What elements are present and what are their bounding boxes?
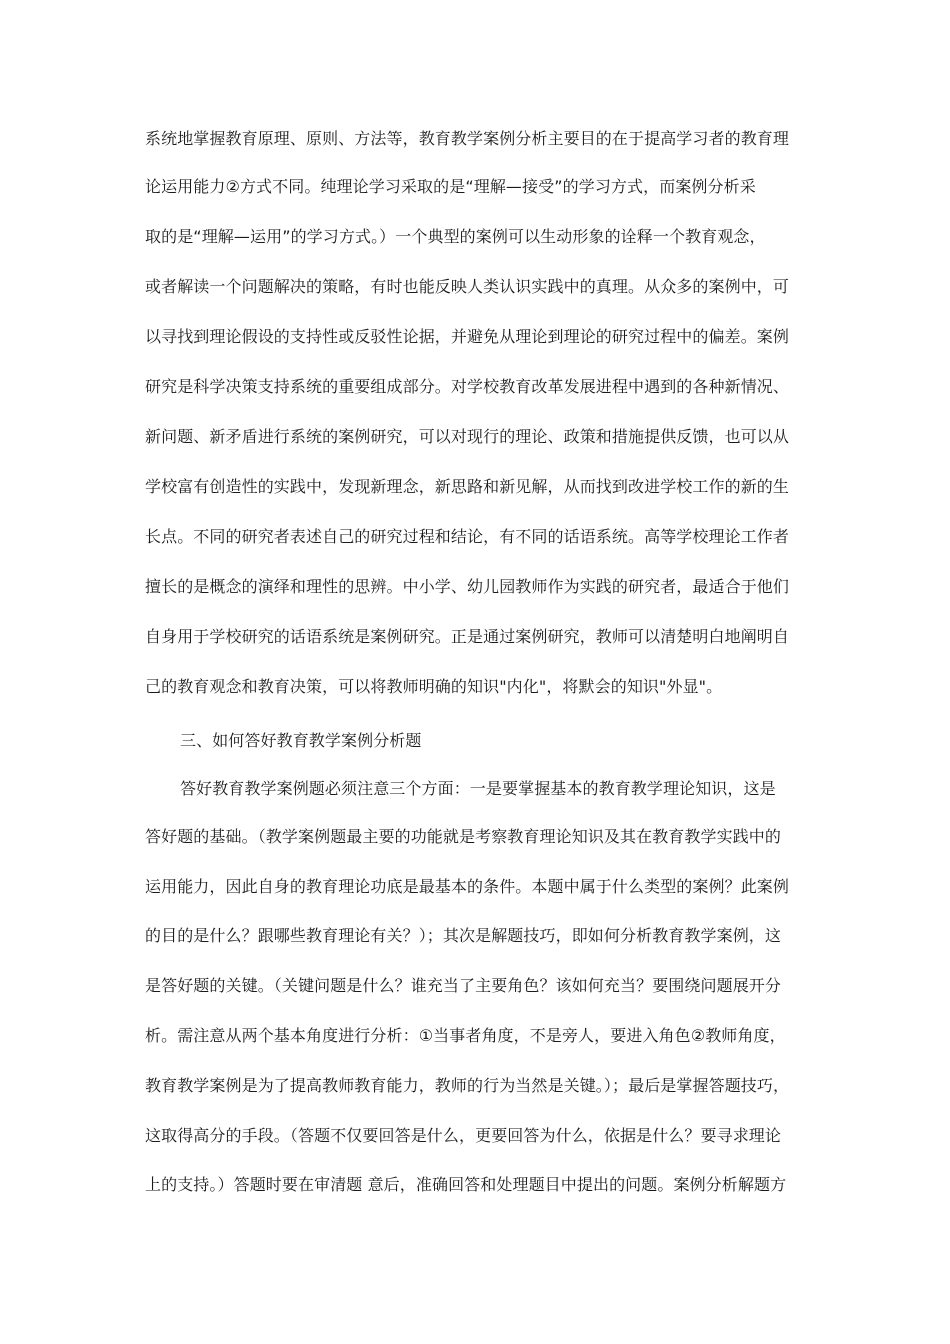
body-text-line-1: 系统地掌握教育原理、原则、方法等，教育教学案例分析主要目的在于提高学习者的教育理: [145, 129, 790, 148]
body-text-line-2: 论运用能力②方式不同。纯理论学习采取的是“理解—接受”的学习方式，而案例分析采: [145, 177, 756, 196]
body-text-line-10: 擅长的是概念的演绎和理性的思辨。中小学、幼儿园教师作为实践的研究者，最适合于他们: [145, 577, 790, 596]
body-text-line-12: 己的教育观念和教育决策，可以将教师明确的知识"内化"，将默会的知识"外显"。: [145, 677, 723, 696]
body-text-line-20: 这取得高分的手段。（答题不仅要回答是什么，更要回答为什么，依据是什么？要寻求理论: [145, 1126, 782, 1145]
body-text-line-7: 新问题、新矛盾进行系统的案例研究，可以对现行的理论、政策和措施提供反馈，也可以从: [145, 427, 790, 446]
body-text-line-13: 答好教育教学案例题必须注意三个方面：一是要掌握基本的教育教学理论知识，这是: [180, 779, 776, 798]
body-text-line-8: 学校富有创造性的实践中，发现新理念，新思路和新见解，从而找到改进学校工作的新的生: [145, 477, 790, 496]
body-text-line-6: 研究是科学决策支持系统的重要组成部分。对学校教育改革发展进程中遇到的各种新情况、: [145, 377, 790, 396]
body-text-line-9: 长点。不同的研究者表述自己的研究过程和结论，有不同的话语系统。高等学校理论工作者: [145, 527, 790, 546]
body-text-line-3: 取的是“理解—运用”的学习方式。）一个典型的案例可以生动形象的诠释一个教育观念，: [145, 227, 766, 246]
body-text-line-17: 是答好题的关键。（关键问题是什么？谁充当了主要角色？该如何充当？要围绕问题展开分: [145, 976, 782, 995]
body-text-line-4: 或者解读一个问题解决的策略，有时也能反映人类认识实践中的真理。从众多的案例中，可: [145, 277, 790, 296]
section-heading: 三、如何答好教育教学案例分析题: [180, 731, 422, 750]
body-text-line-18: 析。需注意从两个基本角度进行分析：①当事者角度，不是旁人，要进入角色②教师角度，: [145, 1026, 786, 1045]
body-text-line-11: 自身用于学校研究的话语系统是案例研究。正是通过案例研究，教师可以清楚明白地阐明自: [145, 627, 790, 646]
body-text-line-19: 教育教学案例是为了提高教师教育能力，教师的行为当然是关键。）；最后是掌握答题技巧，: [145, 1076, 790, 1095]
body-text-line-14: 答好题的基础。（教学案例题最主要的功能就是考察教育理论知识及其在教育教学实践中的: [145, 827, 782, 846]
body-text-line-16: 的目的是什么？跟哪些教育理论有关？）；其次是解题技巧，即如何分析教育教学案例，这: [145, 926, 782, 945]
body-text-line-5: 以寻找到理论假设的支持性或反驳性论据，并避免从理论到理论的研究过程中的偏差。案例: [145, 327, 790, 346]
body-text-line-21: 上的支持。）答题时要在审清题 意后，准确回答和处理题目中提出的问题。案例分析解题方: [145, 1175, 787, 1194]
body-text-line-15: 运用能力，因此自身的教育理论功底是最基本的条件。本题中属于什么类型的案例？此案例: [145, 877, 790, 896]
